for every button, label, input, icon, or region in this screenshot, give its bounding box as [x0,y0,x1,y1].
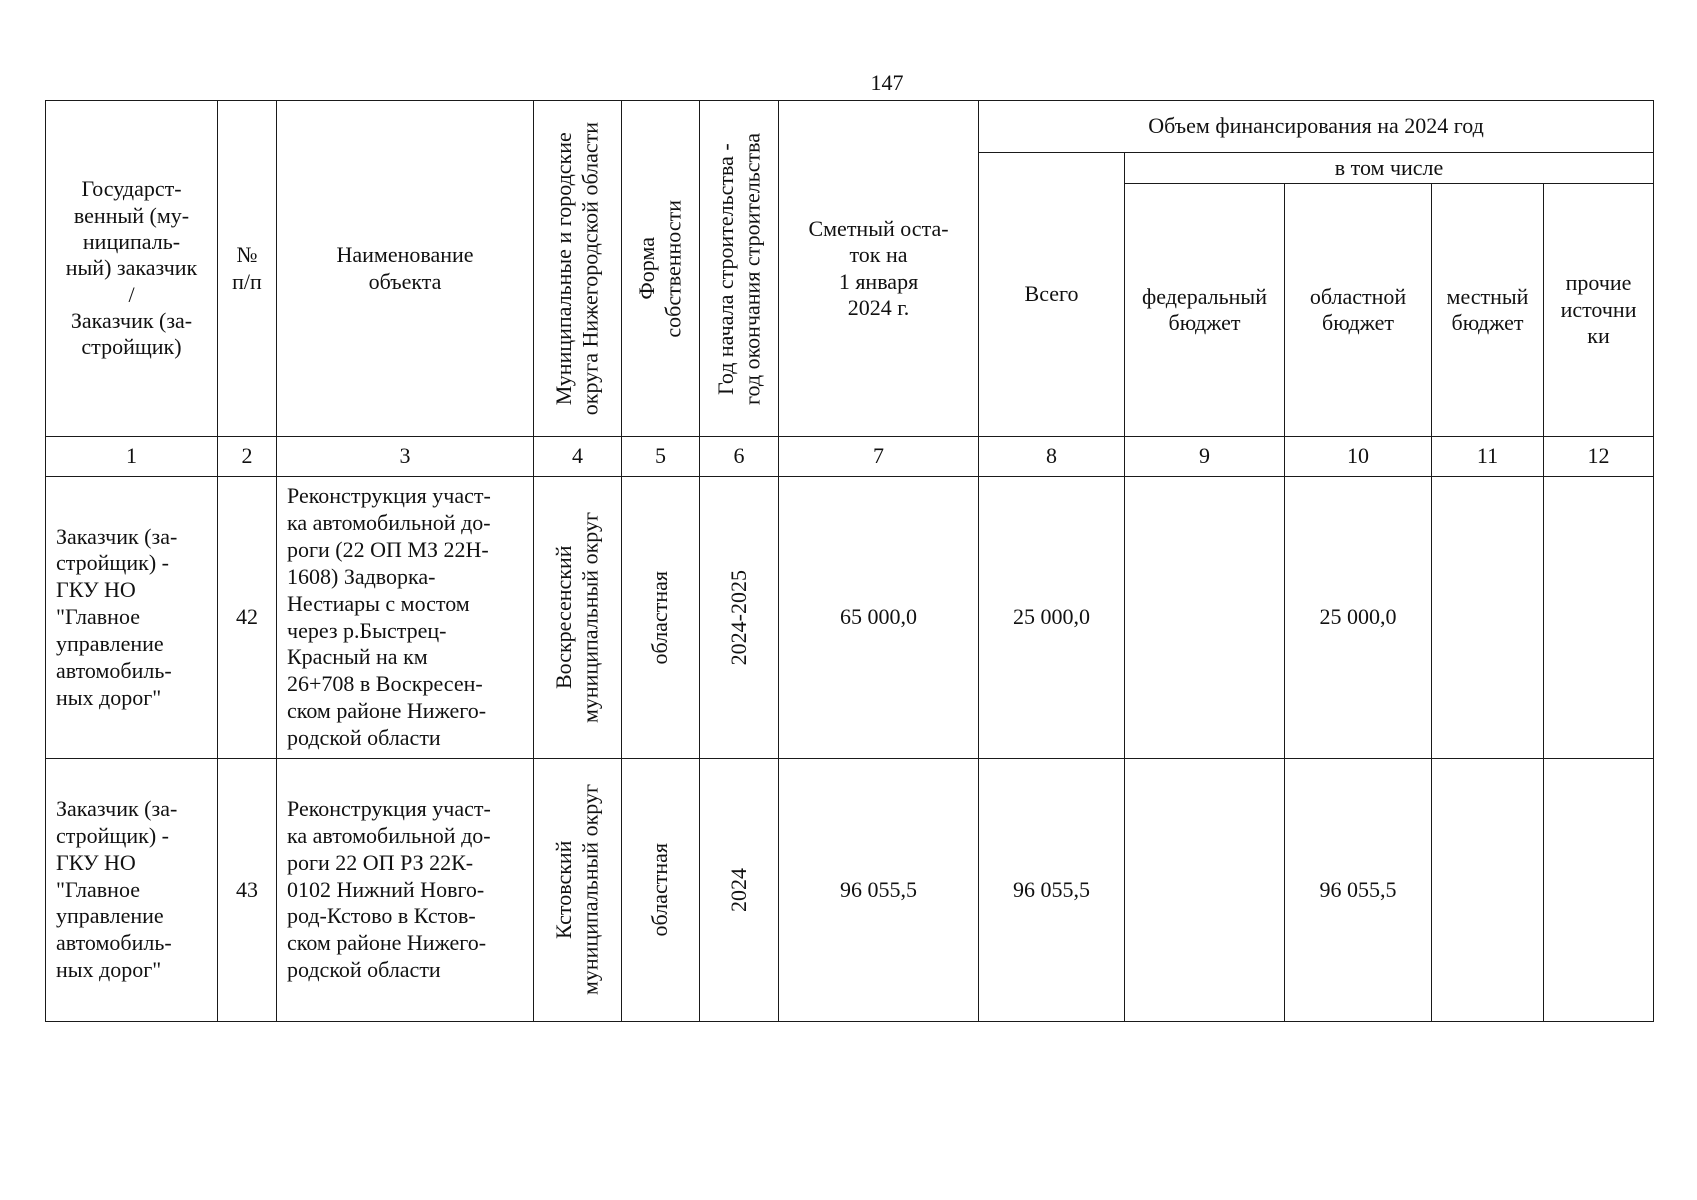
row-municipality: Воскресенский муниципальный округ [551,511,603,723]
header-other-label: прочие источни ки [1560,270,1637,349]
header-customer-label: Государст- венный (му- ниципаль- ный) заказчик / Заказчик (за- стройщик) [65,176,198,360]
row-ownership-cell [622,477,700,759]
row-local [1432,759,1544,1022]
row-municipality-cell [534,477,622,759]
page-number: 147 [870,70,904,95]
column-number: 6 [700,437,779,477]
header-including [1125,153,1654,184]
header-estimate-label: Сметный оста- ток на 1 января 2024 г. [808,215,949,320]
header-local-label: местный бюджет [1446,283,1529,335]
row-ownership-cell [622,759,700,1022]
row-other [1544,477,1654,759]
construction-objects-table [45,100,1654,1022]
header-years [700,101,779,437]
row-years-cell [700,759,779,1022]
row-federal [1125,477,1285,759]
column-number: 9 [1125,437,1285,477]
header-row-top [46,101,1654,153]
row-estimate: 65 000,0 [779,477,979,759]
row-total: 25 000,0 [979,477,1125,759]
header-total-label: Всего [1024,281,1079,307]
column-number: 2 [218,437,277,477]
column-number: 7 [779,437,979,477]
header-ownership-label: Форма собственности [634,199,686,338]
header-local [1432,184,1544,437]
row-object-name: Реконструкция участ- ка автомобильной до- роги (22 ОП МЗ 22Н- 1608) Задворка- Нестиары с мостом через р.Быстрец- Красный на км 26+708 в Воскресен- ском районе Нижего- родской области [277,477,534,759]
header-total [979,153,1125,437]
header-financing-label: Объем финансирования на 2024 год [1148,113,1484,139]
row-regional: 25 000,0 [1285,477,1432,759]
row-object-name: Реконструкция участ- ка автомобильной до- роги 22 ОП РЗ 22К- 0102 Нижний Новго- род-Кстово в Кстов- ском районе Нижего- родской области [277,759,534,1022]
row-municipality-cell [534,759,622,1022]
row-ownership: областная [647,843,673,937]
row-ownership: областная [647,570,673,665]
column-number: 4 [534,437,622,477]
column-number: 3 [277,437,534,477]
row-number: 43 [218,759,277,1022]
header-federal-label: федеральный бюджет [1142,283,1267,335]
header-object-name-label: Наименование объекта [336,242,474,294]
row-federal [1125,759,1285,1022]
header-other [1544,184,1654,437]
row-years-cell [700,477,779,759]
header-municipality [534,101,622,437]
header-regional [1285,184,1432,437]
column-number: 5 [622,437,700,477]
header-financing [979,101,1654,153]
row-local [1432,477,1544,759]
header-regional-label: областной бюджет [1309,283,1407,335]
header-number-label: № п/п [232,242,262,294]
header-number [218,101,277,437]
header-including-label: в том числе [1334,154,1444,180]
column-number: 10 [1285,437,1432,477]
row-estimate: 96 055,5 [779,759,979,1022]
row-number: 42 [218,477,277,759]
row-years: 2024-2025 [725,569,751,666]
column-number-row [46,437,1654,477]
header-years-label: Год начала строительства - год окончания строительства [712,132,764,405]
header-object-name [277,101,534,437]
header-estimate [779,101,979,437]
row-years: 2024 [725,868,751,912]
header-customer [46,101,218,437]
row-regional: 96 055,5 [1285,759,1432,1022]
row-municipality: Кстовский муниципальный округ [551,784,603,996]
header-federal [1125,184,1285,437]
table-row [46,477,1654,759]
row-total: 96 055,5 [979,759,1125,1022]
table-row [46,759,1654,1022]
header-ownership [622,101,700,437]
column-number: 11 [1432,437,1544,477]
header-municipality-label: Муниципальные и городские округа Нижегородской области [551,121,603,416]
column-number: 12 [1544,437,1654,477]
row-customer: Заказчик (за- стройщик) - ГКУ НО "Главное управление автомобиль- ных дорог" [46,477,218,759]
row-customer: Заказчик (за- стройщик) - ГКУ НО "Главное управление автомобиль- ных дорог" [46,759,218,1022]
column-number: 8 [979,437,1125,477]
column-number: 1 [46,437,218,477]
row-other [1544,759,1654,1022]
